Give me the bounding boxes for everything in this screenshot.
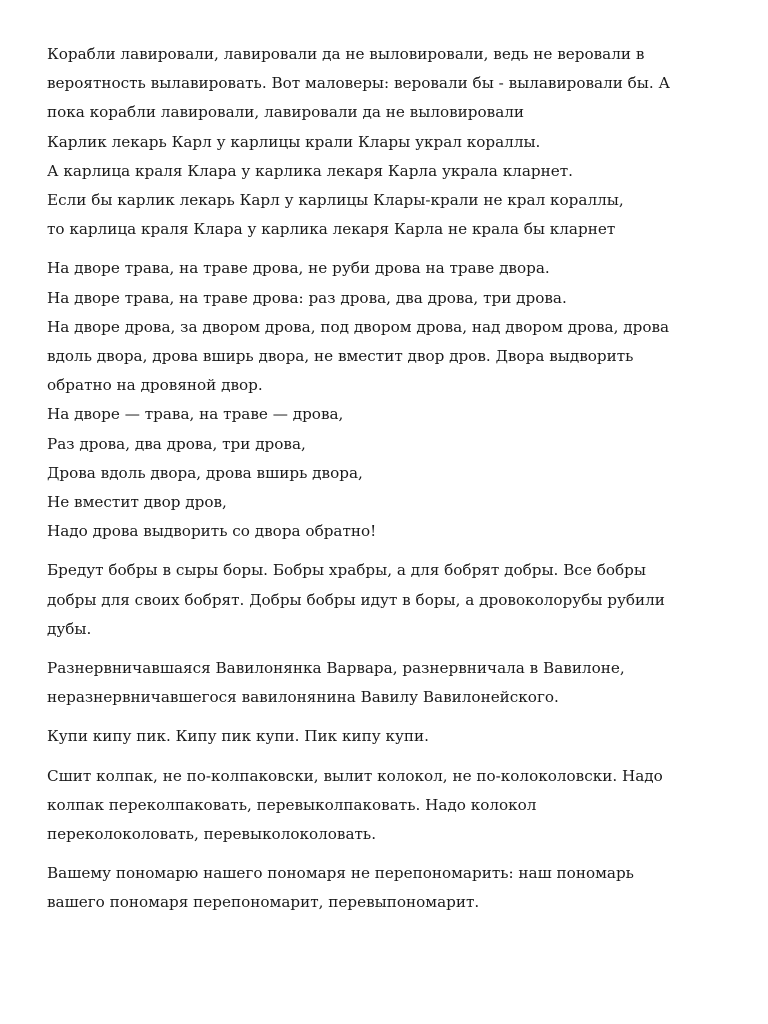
paragraph-tongue-twister-babylon xyxy=(47,654,737,712)
text-line: Вашему пономарю нашего пономаря не перепономарить: наш пономарь xyxy=(47,864,634,883)
paragraph-tongue-twister-peaks xyxy=(47,722,737,751)
document-page xyxy=(47,40,737,928)
text-line: добры для своих бобрят. Добры бобры идут в боры, а дровоколорубы рубили xyxy=(47,590,665,609)
text-line: вдоль двора, дрова вширь двора, не вместит двор дров. Двора выдворить xyxy=(47,347,634,366)
text-line: пока корабли лавировали, лавировали да не выловировали xyxy=(47,103,525,122)
text-line: На дворе дрова, за двором дрова, под двором дрова, над двором дрова, дрова xyxy=(47,317,670,336)
text-line: Если бы карлик лекарь Карл у карлицы Клары-крали не крал кораллы, xyxy=(47,191,624,210)
text-line: вашего пономаря перепономарит, перевыпономарит. xyxy=(47,893,480,912)
text-line: неразнервничавшегося вавилонянина Вавилу Вавилонейского. xyxy=(47,688,559,707)
text-line: А карлица краля Клара у карлика лекаря Карла украла кларнет. xyxy=(47,161,573,180)
text-line: На дворе — трава, на траве — дрова, xyxy=(47,405,344,424)
text-line: На дворе трава, на траве дрова: раз дрова, два дрова, три дрова. xyxy=(47,288,567,307)
text-line: обратно на дровяной двор. xyxy=(47,376,263,395)
text-line: На дворе трава, на траве дрова, не руби дрова на траве двора. xyxy=(47,259,550,278)
text-line: Разнервничавшаяся Вавилонянка Варвара, разнервничала в Вавилоне, xyxy=(47,659,625,678)
text-line: Бредут бобры в сыры боры. Бобры храбры, а для бобрят добры. Все бобры xyxy=(47,561,646,580)
text-line: дубы. xyxy=(47,619,92,638)
text-line: переколоколовать, перевыколоколовать. xyxy=(47,825,377,844)
text-line: то карлица краля Клара у карлика лекаря Карла не крала бы кларнет xyxy=(47,220,616,239)
paragraph-tongue-twister-yard xyxy=(47,254,737,546)
text-line: Раз дрова, два дрова, три дрова, xyxy=(47,434,306,453)
text-line: Надо дрова выдворить со двора обратно! xyxy=(47,522,377,541)
paragraph-tongue-twister-cap-bell xyxy=(47,762,737,850)
paragraph-tongue-twister-ships xyxy=(47,40,737,244)
text-line: Дрова вдоль двора, дрова вширь двора, xyxy=(47,463,363,482)
text-line: Не вместит двор дров, xyxy=(47,493,227,512)
text-line: Карлик лекарь Карл у карлицы крали Клары украл кораллы. xyxy=(47,132,541,151)
paragraph-tongue-twister-sexton xyxy=(47,859,737,917)
text-line: колпак переколпаковать, перевыколпаковать. Надо колокол xyxy=(47,795,537,814)
text-line: Купи кипу пик. Кипу пик купи. Пик кипу купи. xyxy=(47,727,430,746)
text-line: Корабли лавировали, лавировали да не выловировали, ведь не веровали в xyxy=(47,45,645,63)
paragraph-tongue-twister-beavers xyxy=(47,556,737,644)
text-line: Сшит колпак, не по-колпаковски, вылит колокол, не по-колоколовски. Надо xyxy=(47,766,663,785)
text-line: вероятность вылавировать. Вот маловеры: веровали бы - вылавировали бы. А xyxy=(47,74,671,93)
